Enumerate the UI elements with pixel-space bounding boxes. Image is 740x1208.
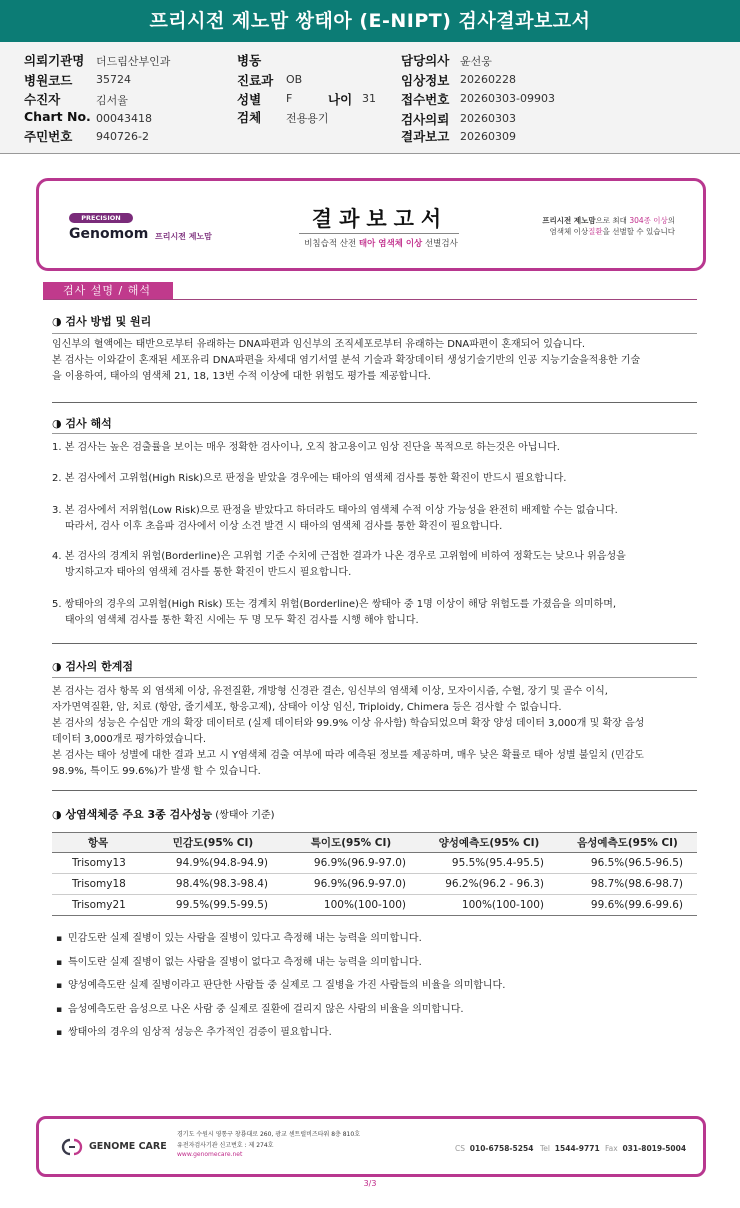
table-header-row — [52, 833, 697, 853]
resident-number-label: 주민번호 — [24, 129, 73, 144]
interp-5-line-2: 태아의 염색체 검사를 통한 확진 시에는 두 명 모두 확진 검사를 시행 해야 합니다. — [65, 615, 419, 626]
test-request-value: 20260303 — [460, 112, 516, 125]
section-divider — [43, 299, 697, 300]
report-title: 결과보고서 — [311, 207, 449, 231]
tel-label: Tel — [540, 1144, 551, 1153]
promo-count: 304종 이상 — [629, 216, 668, 225]
fax-contact — [605, 1144, 686, 1153]
table-cell: 100%(100-100) — [282, 895, 420, 916]
table-cell: 96.9%(96.9-97.0) — [282, 853, 420, 874]
interp-4-line-1: 4. 본 검사의 경계치 위험(Borderline)은 고위험 기준 수치에 근접한 결과가 나온 경우로 고위험에 비하여 정확도는 낮으나 위음성을 — [52, 551, 626, 562]
promo-line-2 — [475, 226, 675, 237]
interpretation-heading-line — [52, 433, 697, 434]
test-request-label: 검사의뢰 — [401, 112, 450, 127]
clinical-info-value: 20260228 — [460, 73, 516, 86]
specimen-value: 전용용기 — [286, 112, 329, 125]
result-report-value: 20260309 — [460, 130, 516, 143]
list-item: ▪ 특이도란 실제 질병이 없는 사람을 질병이 없다고 측정해 내는 능력을 의미합니다. — [56, 955, 696, 979]
report-subtitle-pre: 비침습적 산전 — [304, 239, 359, 249]
interpretation-item-3 — [52, 503, 697, 535]
chart-no-value: 00043418 — [96, 112, 152, 125]
promo-l2-hl: 질환 — [588, 227, 603, 236]
table-cell: 96.2%(96.2 - 96.3) — [420, 874, 558, 895]
table-cell: 99.5%(99.5-99.5) — [144, 895, 282, 916]
table-cell: 96.9%(96.9-97.0) — [282, 874, 420, 895]
table-cell: 96.5%(96.5-96.5) — [558, 853, 697, 874]
interpretation-heading: ◑ 검사 해석 — [52, 417, 112, 430]
cs-contact — [455, 1144, 533, 1153]
sex-label: 성별 — [237, 92, 262, 107]
interpretation-item-1 — [52, 440, 697, 456]
report-subtitle-highlight: 태아 염색체 이상 — [358, 239, 423, 249]
promo-brand: 프리시전 제노맘 — [542, 216, 596, 225]
hospital-code-value: 35724 — [96, 73, 131, 86]
definition-notes — [56, 931, 696, 1049]
table-cell: 98.7%(98.6-98.7) — [558, 874, 697, 895]
promo-mid: 으로 최대 — [595, 216, 630, 225]
document-title: 프리시전 제노맘 쌍태아 (E-NIPT) 검사결과보고서 — [0, 0, 740, 42]
fax-label: Fax — [605, 1144, 618, 1153]
resident-number-value: 940726-2 — [96, 130, 149, 143]
doctor-label: 담당의사 — [401, 53, 450, 68]
promo-text — [475, 215, 675, 237]
table-cell: Trisomy21 — [52, 895, 144, 916]
column-header: 민감도(95% CI) — [144, 833, 282, 853]
interp-2-line-1: 2. 본 검사에서 고위험(High Risk)으로 판정을 받았을 경우에는 태아의 염색체 검사를 통한 확진이 반드시 필요합니다. — [52, 473, 567, 484]
limitations-heading-line — [52, 677, 697, 678]
license-number: 유전자검사기관 신고번호 : 제 274호 — [177, 1142, 274, 1149]
ward-label: 병동 — [237, 53, 262, 68]
company-name: GENOME CARE — [89, 1141, 167, 1152]
sex-value: F — [286, 92, 293, 105]
performance-heading-text: ◑ 상염색체증 주요 3종 검사성능 — [52, 808, 213, 821]
page-number: 3/3 — [363, 1179, 377, 1188]
genome-care-logo-icon — [61, 1138, 83, 1156]
report-subtitle — [283, 237, 479, 249]
genomom-logo: Genomom — [69, 226, 149, 242]
patient-name-value: 김서율 — [96, 94, 128, 107]
table-cell: Trisomy18 — [52, 874, 144, 895]
cs-label: CS — [455, 1144, 465, 1153]
table-row — [52, 895, 697, 916]
tel-number: 1544-9771 — [554, 1144, 600, 1153]
separator — [52, 643, 697, 644]
interp-3-line-2: 따라서, 검사 이후 초음파 검사에서 이상 소견 발견 시 태아의 염색체 검사를 통한 확진이 필요합니다. — [65, 521, 503, 532]
list-item: ▪ 양성예측도란 실제 질병이라고 판단한 사람들 중 실제로 그 질병을 가진 사람들의 비율을 의미합니다. — [56, 978, 696, 1002]
interp-4-line-2: 방지하고자 태아의 염색체 검사를 통한 확진이 반드시 필요합니다. — [65, 567, 352, 578]
interpretation-item-2 — [52, 471, 697, 487]
interp-5-line-1: 5. 쌍태아의 경우의 고위험(High Risk) 또는 경계치 위험(Borderline)은 쌍태아 중 1명 이상이 해당 위험도를 가졌음을 의미하며, — [52, 599, 617, 610]
method-line-3: 을 이용하여, 태아의 염색체 21, 18, 13번 수적 이상에 대한 위험도 평가를 제공합니다. — [52, 371, 431, 382]
genomom-logo-subtitle: 프리시젼 제노맘 — [155, 232, 212, 241]
method-text — [52, 337, 697, 385]
performance-table — [52, 832, 697, 916]
tel-contact — [540, 1144, 600, 1153]
age-value: 31 — [362, 92, 376, 105]
department-value: OB — [286, 73, 303, 86]
report-title-divider — [299, 233, 459, 234]
limitations-heading: ◑ 검사의 한계점 — [52, 660, 134, 673]
table-row — [52, 853, 697, 874]
interpretation-item-5 — [52, 597, 697, 629]
doctor-value: 윤선웅 — [460, 55, 492, 68]
hospital-code-label: 병원코드 — [24, 73, 73, 88]
requesting-institution-label: 의뢰기관명 — [24, 53, 85, 68]
chart-no-label: Chart No. — [24, 109, 91, 124]
section-tab-description: 검사 설명 / 해석 — [43, 282, 173, 300]
department-label: 진료과 — [237, 73, 274, 88]
receipt-number-label: 접수번호 — [401, 92, 450, 107]
table-cell: 100%(100-100) — [420, 895, 558, 916]
performance-heading — [52, 806, 275, 822]
requesting-institution-value: 더드림산부인과 — [96, 55, 171, 68]
promo-line-1 — [475, 215, 675, 226]
method-heading-line — [52, 333, 697, 334]
table-cell: 99.6%(99.6-99.6) — [558, 895, 697, 916]
list-item: ▪ 민감도란 실제 질병이 있는 사람을 질병이 있다고 측정해 내는 능력을 의미합니다. — [56, 931, 696, 955]
interp-1-line-1: 1. 본 검사는 높은 검출률을 보이는 매우 정확한 검사이나, 오직 참고용이고 임상 진단을 목적으로 하는것은 아닙니다. — [52, 442, 560, 453]
method-line-2: 본 검사는 이와같이 혼재된 세포유리 DNA파편을 차세대 염기서열 분석 기술과 확장데이터 생성기술기반의 인공 지능기술을적용한 기술 — [52, 355, 641, 366]
patient-info-panel — [0, 42, 740, 154]
clinical-info-label: 임상정보 — [401, 73, 450, 88]
table-cell: Trisomy13 — [52, 853, 144, 874]
method-heading: ◑ 검사 방법 및 원리 — [52, 315, 152, 328]
column-header: 양성예측도(95% CI) — [420, 833, 558, 853]
limitations-line-5: 본 검사는 태아 성별에 대한 결과 보고 시 Y염색체 검출 여부에 따라 예측된 정보를 제공하며, 매우 낮은 확률로 태아 성별 불일치 (민감도 — [52, 750, 644, 761]
cs-number: 010-6758-5254 — [469, 1144, 534, 1153]
table-cell: 98.4%(98.3-98.4) — [144, 874, 282, 895]
interp-3-line-1: 3. 본 검사에서 저위험(Low Risk)으로 판정을 받았다고 하더라도 태아의 염색체 수적 이상 가능성을 완전히 배제할 수는 없습니다. — [52, 505, 618, 516]
table-cell: 94.9%(94.8-94.9) — [144, 853, 282, 874]
list-item: ▪ 쌍태아의 경우의 임상적 성능은 추가적인 검증이 필요합니다. — [56, 1025, 696, 1049]
method-line-1: 임신부의 혈액에는 태반으로부터 유래하는 DNA파편과 임신부의 조직세포로부터 유래하는 DNA파편이 혼재되어 있습니다. — [52, 339, 586, 350]
limitations-line-4: 데이터 3,000개로 평가하였습니다. — [52, 734, 207, 745]
limitations-text — [52, 684, 697, 780]
promo-l2-post: 을 선별할 수 있습니다 — [602, 227, 675, 236]
specimen-label: 검체 — [237, 110, 262, 125]
table-cell: 95.5%(95.4-95.5) — [420, 853, 558, 874]
report-header-card — [36, 178, 706, 271]
promo-post: 의 — [667, 216, 675, 225]
table-row — [52, 874, 697, 895]
limitations-line-6: 98.9%, 특이도 99.6%)가 발생 할 수 있습니다. — [52, 766, 261, 777]
age-label: 나이 — [328, 92, 353, 107]
performance-heading-note: (쌍태아 기준) — [212, 810, 275, 821]
list-item: ▪ 음성예측도란 음성으로 나온 사람 중 실제로 질환에 걸리지 않은 사람의 비율을 의미합니다. — [56, 1002, 696, 1026]
limitations-line-2: 자가면역질환, 암, 치료 (항암, 줄기세포, 항응고제), 삼태아 이상 임신, Triploidy, Chimera 등은 검사할 수 없습니다. — [52, 702, 562, 713]
result-report-label: 결과보고 — [401, 129, 450, 144]
report-subtitle-post: 선별검사 — [422, 239, 458, 249]
separator — [52, 402, 697, 403]
column-header: 항목 — [52, 833, 144, 853]
footer-card — [36, 1116, 706, 1177]
separator — [52, 790, 697, 791]
company-address: 경기도 수원시 영통구 창룡대로 260, 광교 센트럴비즈타워 8층 810호 — [177, 1131, 360, 1138]
company-url[interactable]: www.genomecare.net — [177, 1151, 243, 1158]
column-header: 음성예측도(95% CI) — [558, 833, 697, 853]
limitations-line-3: 본 검사의 성능은 수십만 개의 확장 데이터로 (실제 데이터와 99.9% 이상 유사함) 학습되었으며 확장 양성 데이터 3,000개 및 확장 음성 — [52, 718, 645, 729]
promo-l2-pre: 염색체 이상 — [549, 227, 589, 236]
precision-badge: PRECISION — [69, 213, 133, 223]
limitations-line-1: 본 검사는 검사 항목 외 염색체 이상, 유전질환, 개방형 신경관 결손, 임신부의 염색체 이상, 모자이시즘, 수혈, 장기 및 골수 이식, — [52, 686, 608, 697]
interpretation-item-4 — [52, 549, 697, 581]
fax-number: 031-8019-5004 — [622, 1144, 687, 1153]
patient-name-label: 수진자 — [24, 92, 61, 107]
receipt-number-value: 20260303-09903 — [460, 92, 555, 105]
column-header: 특이도(95% CI) — [282, 833, 420, 853]
